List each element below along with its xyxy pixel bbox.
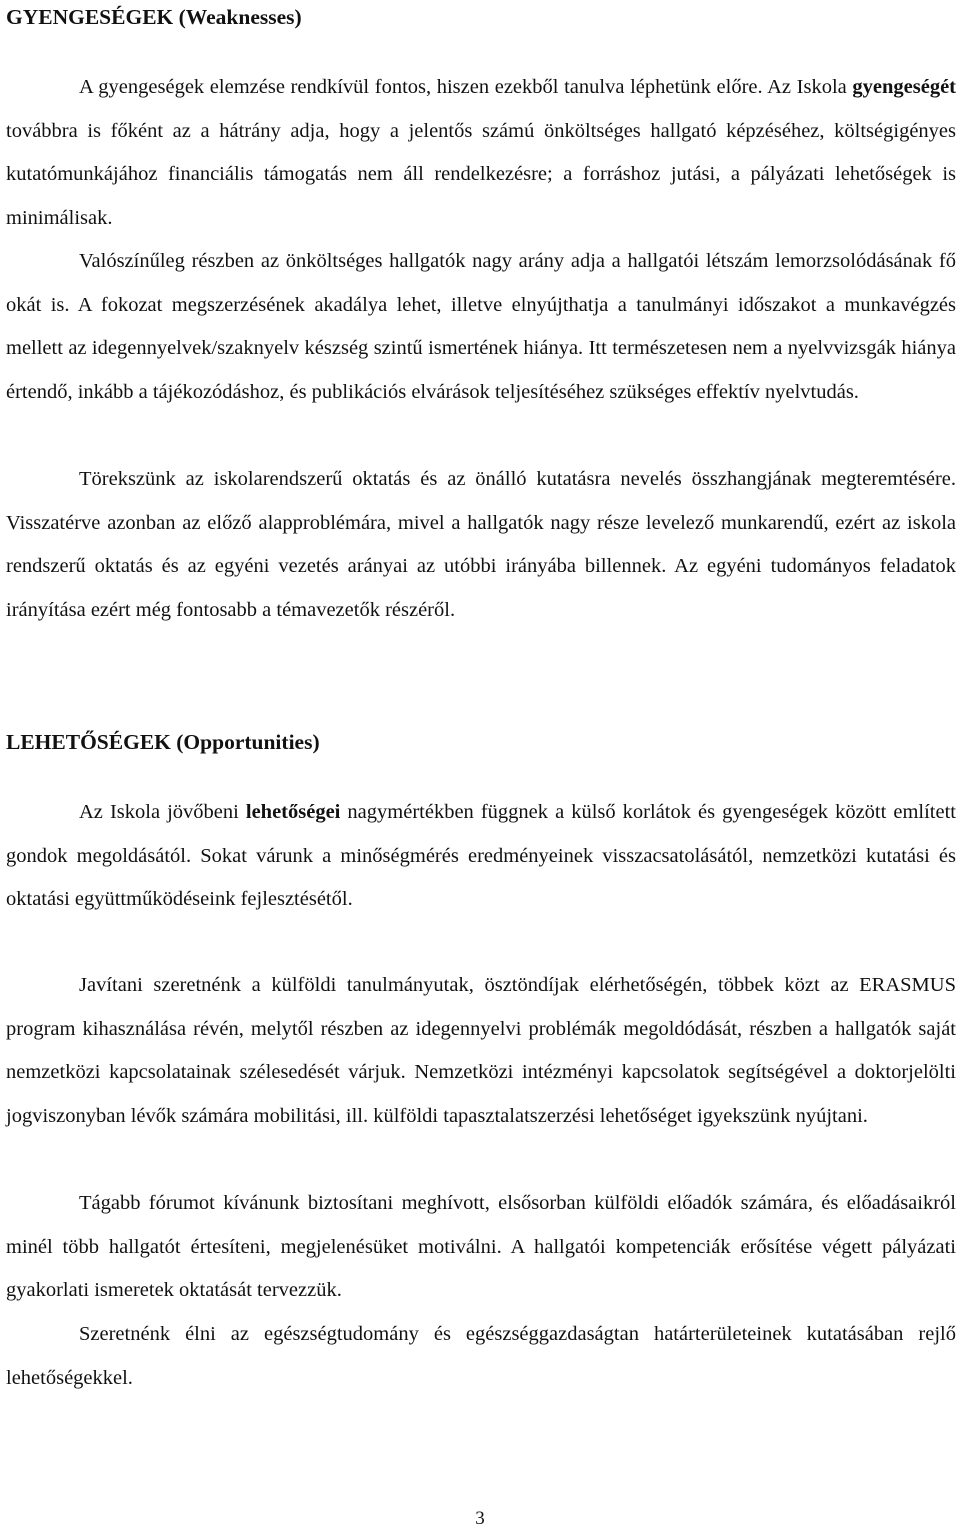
opportunities-paragraph-1 <box>6 791 956 922</box>
text-run: nagymértékben függnek a külső korlátok és gyengeségek között említett gondok megoldásától. Sokat várunk a minőségmérés eredményeinek visszacsatolásától, nemzetközi kutatási és oktatási együttműködéseink fejlesztésétől. <box>6 801 956 910</box>
opportunities-paragraph-3: Tágabb fórumot kívánunk biztosítani meghívott, elsősorban külföldi előadók számára, és előadásaikról minél több hallgatót értesíteni, megjelenésüket motiválni. A hallgatói kompetenciák erősítése végett pályázati gyakorlati ismeretek oktatását tervezzük. <box>6 1192 956 1301</box>
weaknesses-heading: GYENGESÉGEK (Weaknesses) <box>6 5 302 29</box>
opportunities-paragraph-2: Javítani szeretnénk a külföldi tanulmányutak, ösztöndíjak elérhetőségén, többek közt az ERASMUS program kihasználása révén, melytől részben az idegennyelvi problémák megoldódását, részben a hallgatók saját nemzetközi kapcsolatainak szélesedését várjuk. Nemzetközi intézményi kapcsolatok segítségével a doktorjelölti jogviszonyban lévők számára mobilitási, ill. külföldi tapasztalatszerzési lehetőséget igyekszünk nyújtani. <box>6 974 956 1127</box>
text-run: A gyengeségek elemzése rendkívül fontos, hiszen ezekből tanulva léphetünk előre. Az Iskola <box>79 76 853 98</box>
weaknesses-paragraph-2: Valószínűleg részben az önköltséges hallgatók nagy arány adja a hallgatói létszám lemorzsolódásának fő okát is. A fokozat megszerzésének akadálya lehet, illetve elnyújthatja a tanulmányi időszakot a munkavégzés mellett az idegennyelvek/szaknyelv készség szintű ismertének hiánya. Itt természetesen nem a nyelvvizsgák hiánya értendő, inkább a tájékozódáshoz, és publikációs elvárások teljesítéséhez szükséges effektív nyelvtudás. <box>6 250 956 403</box>
opportunities-heading: LEHETŐSÉGEK (Opportunities) <box>6 730 320 754</box>
page-number: 3 <box>475 1508 485 1529</box>
opportunities-paragraph-4: Szeretnénk élni az egészségtudomány és egészséggazdaságtan határterületeinek kutatásában rejlő lehetőségekkel. <box>6 1323 956 1389</box>
text-run: továbbra is főként az a hátrány adja, hogy a jelentős számú önköltséges hallgató képzéséhez, költségigényes kutatómunkájához financiális támogatás nem áll rendelkezésre; a forráshoz jutási, a pályázati lehetőségek is minimálisak. <box>6 119 956 229</box>
weaknesses-paragraph-1 <box>6 66 956 240</box>
bold-term-lehetosegei: lehetőségei <box>245 801 341 823</box>
bold-term-gyengeseget: gyengeségét <box>852 76 956 98</box>
text-run: Az Iskola jövőbeni <box>79 801 246 823</box>
weaknesses-paragraph-3: Törekszünk az iskolarendszerű oktatás és az önálló kutatásra nevelés összhangjának megteremtésére. Visszatérve azonban az előző alapproblémára, mivel a hallgatók nagy része levelező munkarendű, ezért az iskola rendszerű oktatás és az egyéni vezetés arányai az utóbbi irányába billennek. Az egyéni tudományos feladatok irányítása ezért még fontosabb a témavezetők részéről. <box>6 468 956 621</box>
